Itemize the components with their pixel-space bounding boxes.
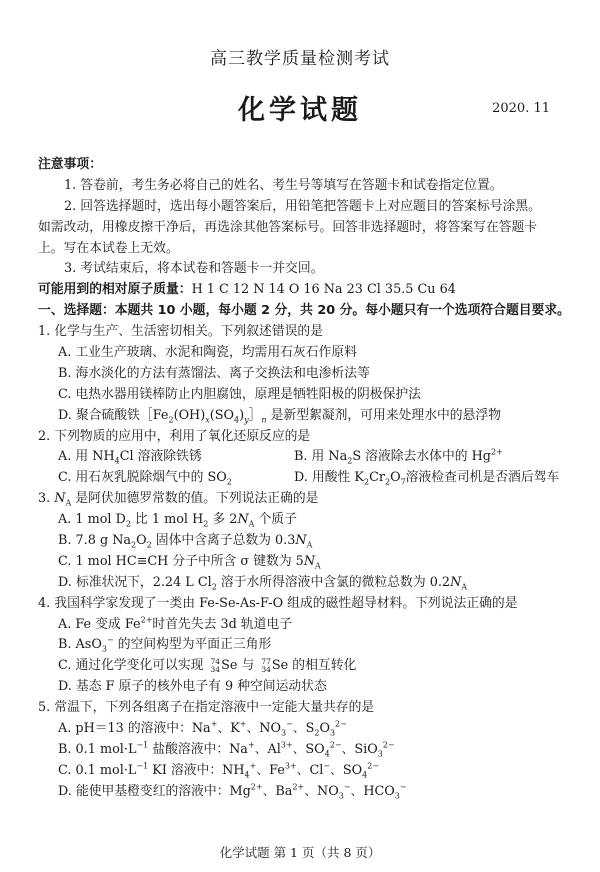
notice-item-2-line-2: 如需改动，用橡皮擦干净后，再选涂其他答案标号。回答非选择题时，将答案写在答题卡	[38, 219, 538, 235]
notice-item-1: 1. 答卷前，考生务必将自己的姓名、考生号等填写在答题卡和试卷指定位置。	[64, 177, 503, 193]
question-4-stem: 4. 我国科学家发现了一类由 Fe-Se-As-F-O 组成的磁性超导材料。下列说法正确的是	[38, 595, 518, 611]
question-2-options-ab	[38, 447, 586, 468]
question-2-option-d: D. 用酸性 $K_2Cr_2O_7$溶液检查司机是否酒后驾车	[294, 470, 560, 487]
notice-item-2-line-1: 2. 回答选择题时，选出每小题答案后，用铅笔把答题卡上对应题目的答案标号涂黑。	[64, 198, 541, 214]
exam-date: 2020. 11	[492, 101, 550, 116]
notice-item-3: 3. 考试结束后，将本试卷和答题卡一并交回。	[64, 261, 324, 277]
question-1-option-d: D. 聚合硫酸铁$[Fe_2(OH)_x(SO_4)_y]_n$ 是新型絮凝剂，可用来处理水中的悬浮物	[58, 407, 501, 425]
question-1-option-a: A. 工业生产玻璃、水泥和陶瓷，均需用石灰石作原料	[58, 345, 357, 361]
question-2-option-c: C. 用石灰乳脱除烟气中的 $SO_2$	[58, 470, 232, 487]
isotope-se-77: 77 34	[261, 656, 271, 674]
question-3-stem: 3. $N_A$ 是阿伏加德罗常数的值。下列说法正确的是	[38, 491, 319, 508]
question-4-option-a: A. Fe 变成 $Fe^{2+}$时首先失去 3d 轨道电子	[58, 615, 293, 632]
question-1-stem: 1. 化学与生产、生活密切相关。下列叙述错误的是	[38, 324, 324, 340]
question-1-option-b: B. 海水淡化的方法有蒸馏法、离子交换法和电渗析法等	[58, 365, 370, 381]
question-4-option-b: B. AsO$_3$− 的空间构型为平面正三角形	[58, 636, 272, 655]
section-1-heading: 一、选择题：本题共 10 小题，每小题 2 分，共 20 分。每小题只有一个选项符合题目要求。	[38, 303, 570, 319]
isotope-se-74: 74 34	[210, 656, 221, 674]
question-3-option-c: C. 1 mol HC≡CH 分子中所含 σ 键数为 $5N_A$	[58, 553, 321, 571]
question-3-option-b: B. 7.8 g $Na_2O_2$ 固体中含离子总数为 $0.3N_A$	[58, 533, 313, 550]
atomic-mass-values: H 1 C 12 N 14 O 16 Na 23 Cl 35.5 Cu 64	[191, 282, 456, 298]
exam-subtitle: 高三教学质量检测考试	[210, 49, 390, 69]
question-5-option-a: A. pH＝13 的溶液中：Na+、K+、$NO_3^-$、$S_2O_3^{2-}$	[58, 719, 347, 738]
question-2-stem: 2. 下列物质的应用中，利用了氧化还原反应的是	[38, 428, 311, 444]
exam-title: 化学试题	[238, 95, 362, 126]
question-2-options-cd	[38, 468, 586, 489]
question-5-option-c: C. 0.1 $mol\cdot L^{-1}$ KI 溶液中：$NH_4^+$、$Fe^{3+}$、Cl−、$SO_4^{2-}$	[58, 761, 379, 780]
question-4-option-d: D. 基态 F 原子的核外电子有 9 种空间运动状态	[58, 679, 327, 695]
notice-item-2-line-3: 上。写在本试卷上无效。	[38, 240, 179, 256]
notice-heading: 注意事项：	[38, 157, 102, 172]
question-3-option-a: A. 1 mol $D_2$ 比 1 mol $H_2$ 多 $2N_A$ 个质子	[58, 512, 297, 529]
question-5-option-d: D. 能使甲基橙变红的溶液中：$Mg^{2+}$、$Ba^{2+}$、$NO_3^-$、$HCO_3^-$	[58, 782, 407, 801]
question-2-option-b: B. 用 $Na_2S$ 溶液除去水体中的 $Hg^{2+}$	[294, 448, 503, 467]
question-5-stem: 5. 常温下，下列各组离子在指定溶液中一定能大量共存的是	[38, 700, 375, 716]
question-2-option-a: A. 用 $NH_4Cl$ 溶液除铁锈	[58, 449, 202, 467]
atomic-mass-label: 可能用到的相对原子质量：	[38, 282, 192, 298]
question-4-option-c: C. 通过化学变化可以实现 74 34 Se 与 77 34 Se 的相互转化	[58, 656, 357, 674]
page-footer: 化学试题 第 1 页（共 8 页）	[219, 845, 381, 860]
question-5-option-b: B. 0.1 $mol\cdot L^{-1}$ 盐酸溶液中：Na+、$Al^{3+}$、$SO_4^{2-}$、SiO$_3^{2-}$	[58, 740, 395, 759]
question-1-option-c: C. 电热水器用镁棒防止内胆腐蚀，原理是牺牲阳极的阴极保护法	[58, 386, 421, 402]
exam-content	[38, 155, 586, 803]
question-3-option-d: D. 标准状况下，2.24 L $Cl_2$ 溶于水所得溶液中含氯的微粒总数为 $0.2N_A$	[58, 574, 468, 592]
atomic-mass-line	[38, 280, 586, 301]
